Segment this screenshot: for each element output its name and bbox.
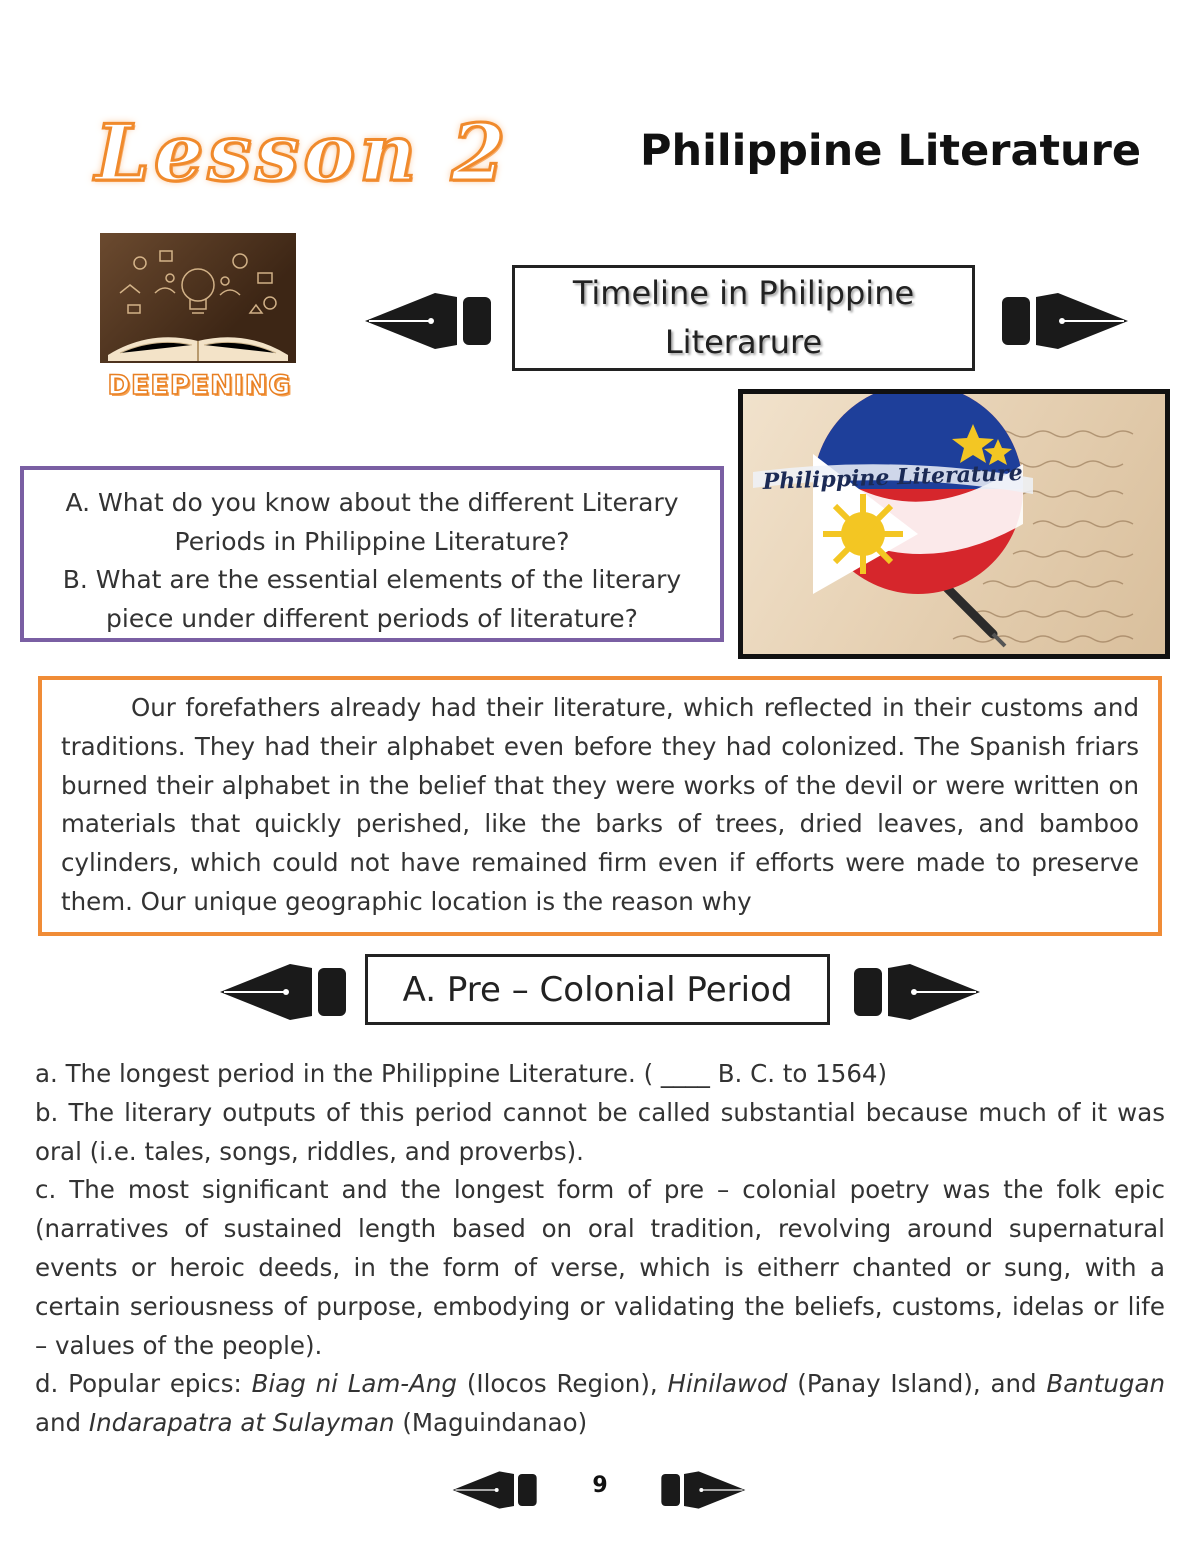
question-b: B. What are the essential elements of the literary piece under different periods of literature? [62, 565, 682, 633]
epic-biag-ni-lam-ang: Biag ni Lam-Ang [251, 1369, 457, 1399]
timeline-title: Timeline in Philippine Literarure [572, 274, 915, 361]
pen-nib-icon [998, 291, 1128, 351]
timeline-title-box [512, 265, 975, 371]
philippine-literature-photo [738, 389, 1170, 659]
item-d-prefix: d. Popular epics: [35, 1369, 252, 1399]
guide-questions-box [20, 466, 724, 642]
item-d-region-2: (Panay Island), and [787, 1369, 1047, 1399]
epic-bantugan: Bantugan [1046, 1369, 1165, 1399]
lesson-title: Lesson 2 [95, 108, 510, 199]
item-d-region-1: (Ilocos Region), [457, 1369, 668, 1399]
item-d-region-3: (Maguindanao) [394, 1408, 588, 1438]
philippine-literature-logo [743, 394, 1165, 654]
period-title-box [365, 954, 830, 1025]
page-number: 9 [592, 1473, 608, 1498]
epic-indarapatra: Indarapatra at Sulayman [88, 1408, 395, 1438]
question-a: A. What do you know about the different Literary Periods in Philippine Literature? [65, 488, 679, 556]
pen-nib-icon [850, 962, 980, 1022]
item-a: a. The longest period in the Philippine Literature. ( ____ B. C. to 1564) [35, 1059, 888, 1088]
item-c: c. The most significant and the longest form of pre – colonial poetry was the folk epic (narratives of sustained length based on oral tradition, revolving around supernatural events or heroic deeds, in the form of verse, which is eitherr chanted or sung, with a certain seriousness of purpose, embodying or validating the beliefs, customs, idelas or life – values of the people). [35, 1175, 1165, 1360]
intro-paragraph-box [38, 676, 1162, 936]
book-lightbulb-icon [100, 233, 296, 363]
epic-hinilawod: Hinilawod [667, 1369, 788, 1399]
pen-nib-icon [365, 291, 495, 351]
photo-logo-text: Philippine Literature [762, 459, 1024, 495]
pen-nib-icon [646, 1470, 758, 1510]
pen-nib-icon [220, 962, 350, 1022]
pen-nib-icon [440, 1470, 552, 1510]
lesson-subtitle: Philippine Literature [640, 126, 1142, 176]
deepening-image [100, 233, 296, 363]
deepening-label: DEEPENING [107, 370, 292, 401]
intro-paragraph: Our forefathers already had their literature, which reflected in their customs and traditions. They had their alphabet even before they had colonized. The Spanish friars burned their alphabet in the belief that they were works of the devil or were written on materials that quickly perished, like the barks of trees, dried leaves, and bamboo cylinders, which could not have remained firm even if efforts were made to preserve them. Our unique geographic location is the reason why [61, 693, 1139, 916]
item-d-and: and [35, 1408, 89, 1438]
period-title: A. Pre – Colonial Period [402, 969, 793, 1010]
item-b: b. The literary outputs of this period cannot be called substantial because much of it was oral (i.e. tales, songs, riddles, and proverbs). [35, 1097, 1165, 1166]
period-items [35, 1055, 1165, 1443]
item-d [35, 1365, 1165, 1443]
